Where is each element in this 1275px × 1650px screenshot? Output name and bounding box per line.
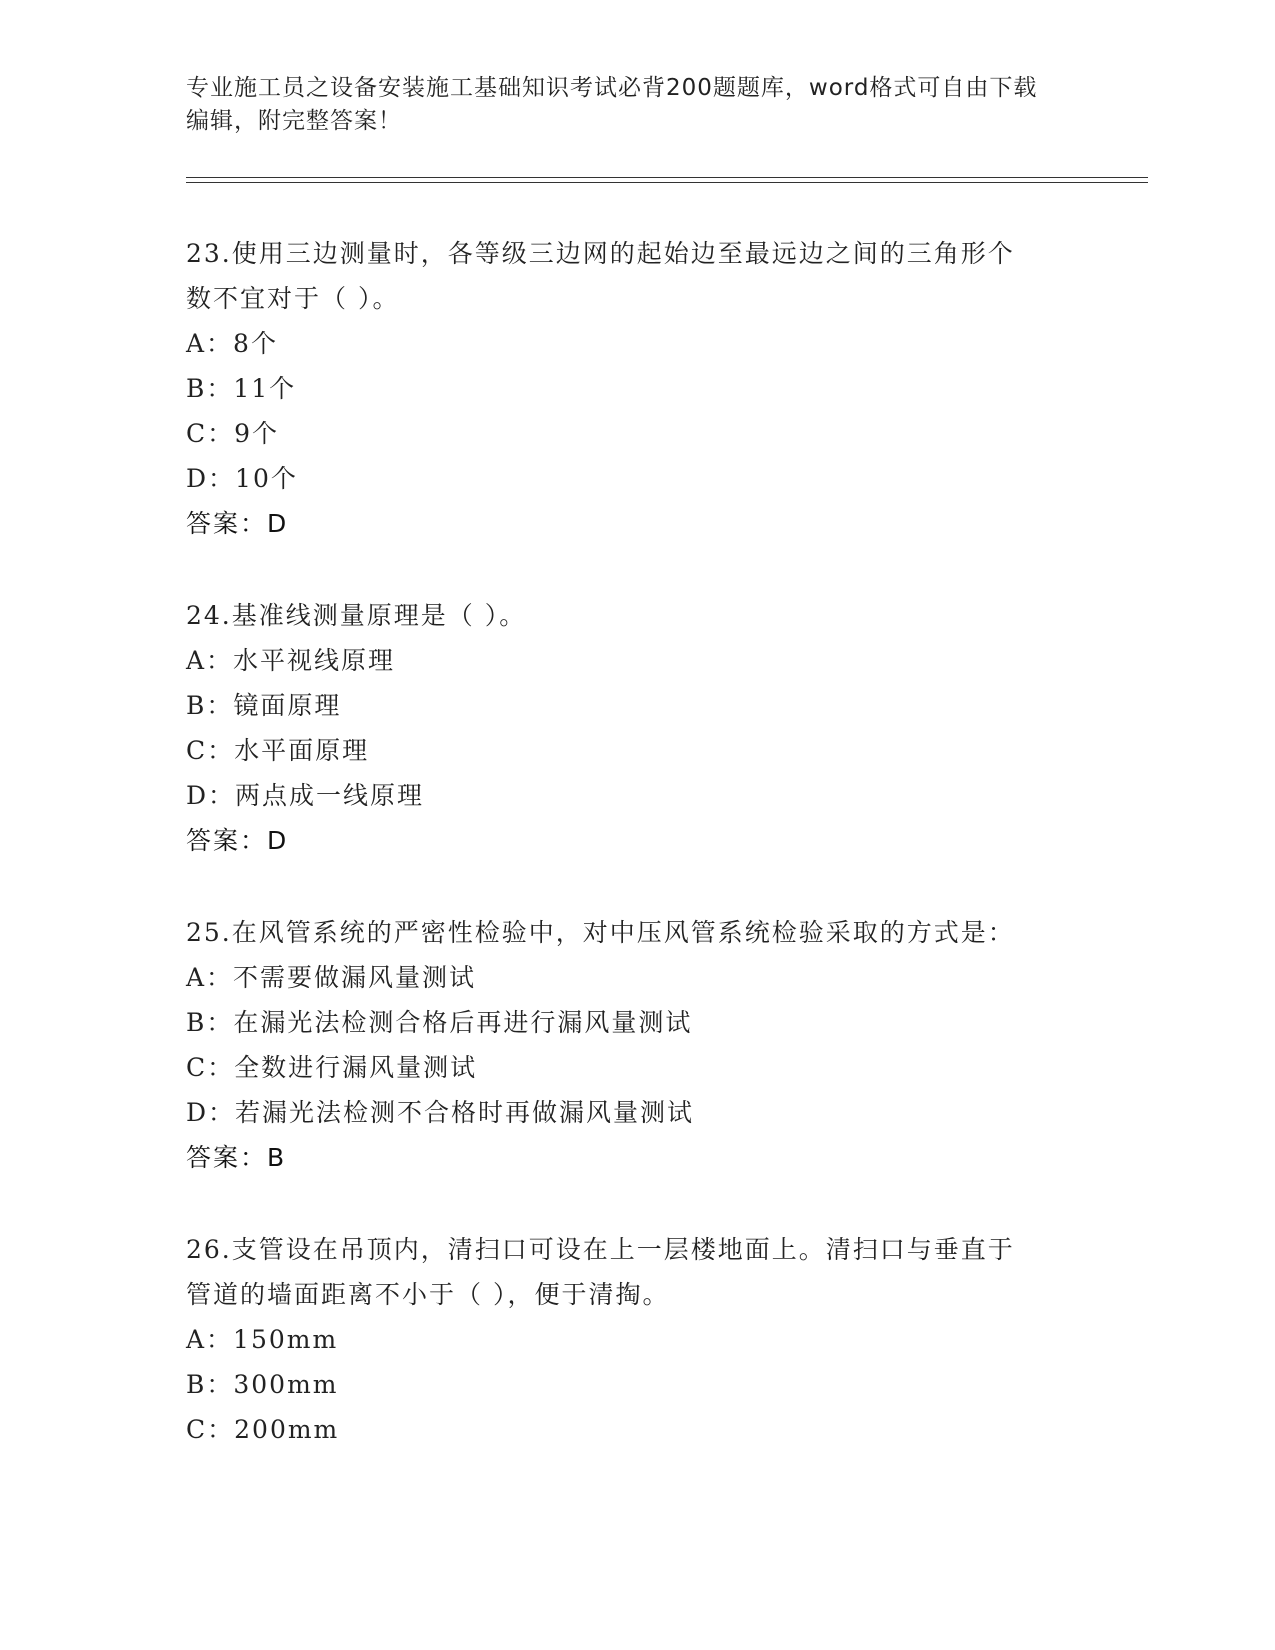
question-25 [186, 910, 1086, 1180]
option-b: B：300mm [186, 1370, 339, 1399]
option-d: D：10个 [186, 464, 298, 493]
option-a: A：150mm [186, 1325, 339, 1354]
question-stem-line: 26.支管设在吊顶内，清扫口可设在上一层楼地面上。清扫口与垂直于 [186, 1235, 1015, 1264]
question-stem-line: 25.在风管系统的严密性检验中，对中压风管系统检验采取的方式是： [186, 918, 1015, 947]
answer-label: 答案：B [186, 1143, 287, 1172]
option-b: B：在漏光法检测合格后再进行漏风量测试 [186, 1008, 693, 1037]
question-stem [186, 910, 1066, 955]
header-line-1: 专业施工员之设备安装施工基础知识考试必背200题题库，word格式可自由下载 [186, 75, 1038, 101]
option-b: B：镜面原理 [186, 691, 342, 720]
option-a: A：8个 [186, 329, 278, 358]
answer-label: 答案：D [186, 826, 289, 855]
question-stem [186, 231, 1066, 321]
option-c: C：9个 [186, 419, 280, 448]
option-c: C：200mm [186, 1415, 340, 1444]
question-23 [186, 231, 1086, 546]
question-stem-line: 23.使用三边测量时，各等级三边网的起始边至最远边之间的三角形个 [186, 239, 1015, 268]
question-24 [186, 593, 1086, 863]
question-26 [186, 1227, 1086, 1452]
option-a: A：不需要做漏风量测试 [186, 963, 477, 992]
question-stem-line: 管道的墙面距离不小于（ ），便于清掏。 [186, 1280, 670, 1309]
option-d: D：若漏光法检测不合格时再做漏风量测试 [186, 1098, 695, 1127]
question-stem [186, 593, 1066, 638]
answer-label: 答案：D [186, 509, 289, 538]
option-d: D：两点成一线原理 [186, 781, 425, 810]
option-b: B：11个 [186, 374, 297, 403]
question-stem-line: 数不宜对于（ ）。 [186, 284, 400, 313]
header-divider-bottom [186, 182, 1148, 183]
question-stem [186, 1227, 1066, 1317]
option-c: C：全数进行漏风量测试 [186, 1053, 478, 1082]
question-list [186, 231, 1086, 1452]
document-header [186, 72, 1066, 138]
header-divider-top [186, 177, 1148, 178]
option-c: C：水平面原理 [186, 736, 370, 765]
question-stem-line: 24.基准线测量原理是（ ）。 [186, 601, 527, 630]
header-line-2: 编辑，附完整答案！ [186, 108, 402, 134]
option-a: A：水平视线原理 [186, 646, 396, 675]
